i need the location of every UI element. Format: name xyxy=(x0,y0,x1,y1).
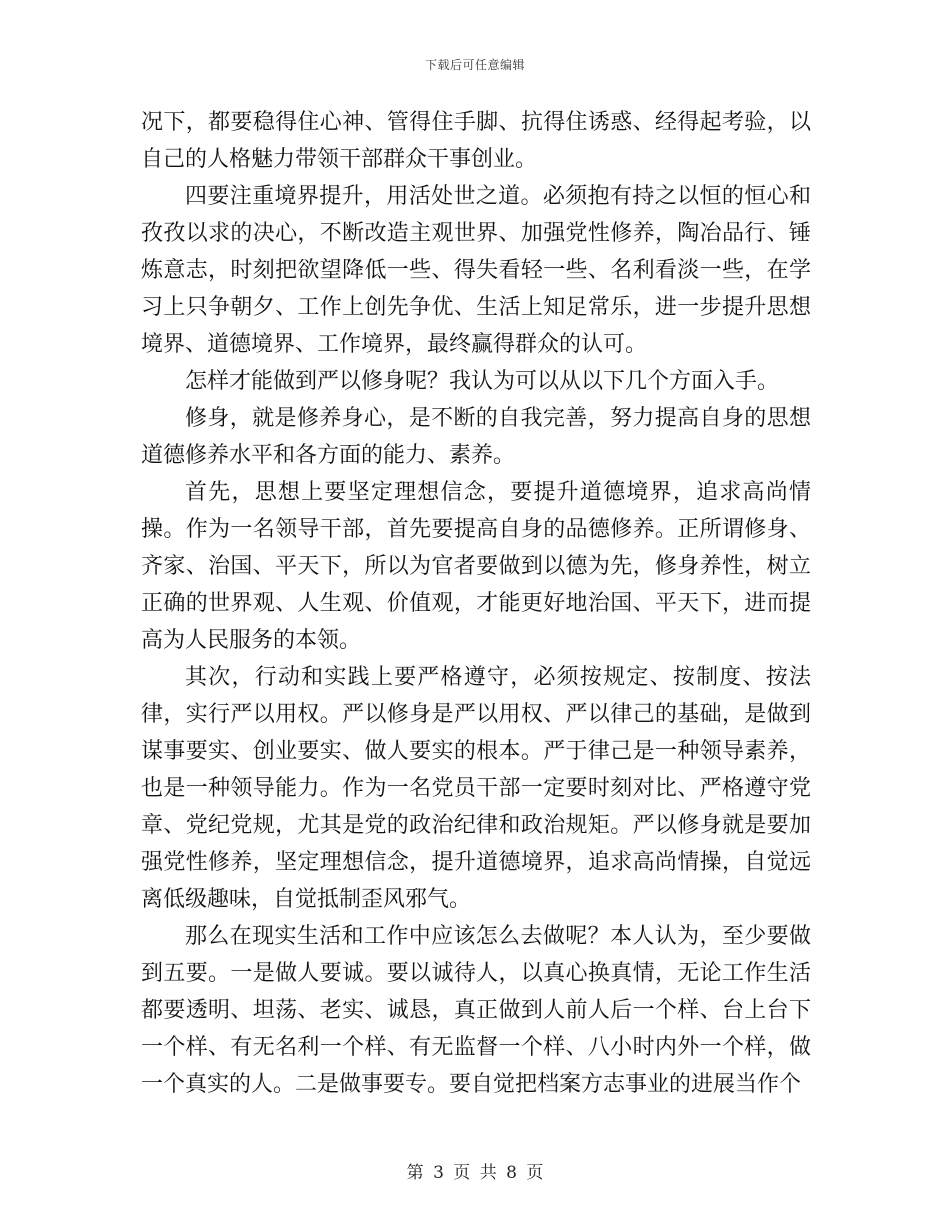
page-footer: 第 3 页 共 8 页 xyxy=(406,1163,544,1183)
paragraph-3: 怎样才能做到严以修身呢？我认为可以从以下几个方面入手。 xyxy=(185,369,780,394)
paragraph-5: 首先，思想上要坚定理想信念，要提升道德境界，追求高尚情操。作为一名领导干部，首先要提高自身的品德修养。正所谓修身、齐家、治国、平天下，所以为官者要做到以德为先，修身养性，树立正确的世界观、人生观、价值观，才能更好地治国、平天下，进而提高为人民服务的本领。 xyxy=(141,480,811,653)
paragraph-2: 四要注重境界提升，用活处世之道。必须抱有持之以恒的恒心和孜孜以求的决心，不断改造主观世界、加强党性修养，陶冶品行、锤炼意志，时刻把欲望降低一些、得失看轻一些、名利看淡一些，在学习上只争朝夕、工作上创先争优、生活上知足常乐，进一步提升思想境界、道德境界、工作境界，最终赢得群众的认可。 xyxy=(141,184,811,357)
paragraph-4: 修身，就是修养身心，是不断的自我完善，努力提高自身的思想道德修养水平和各方面的能力、素养。 xyxy=(141,406,811,468)
paragraph-7: 那么在现实生活和工作中应该怎么去做呢？本人认为，至少要做到五要。一是做人要诚。要以诚待人，以真心换真情，无论工作生活都要透明、坦荡、老实、诚恳，真正做到人前人后一个样、台上台下一个样、有无名利一个样、有无监督一个样、八小时内外一个样，做一个真实的人。二是做事要专。要自觉把档案方志事业的进展当作个 xyxy=(141,924,811,1097)
paragraph-6: 其次，行动和实践上要严格遵守，必须按规定、按制度、按法律，实行严以用权。严以修身是严以用权、严以律己的基础，是做到谋事要实、创业要实、做人要实的根本。严于律己是一种领导素养，也是一种领导能力。作为一名党员干部一定要时刻对比、严格遵守党章、党纪党规，尤其是党的政治纪律和政治规矩。严以修身就是要加强党性修养，坚定理想信念，提升道德境界，追求高尚情操，自觉远离低级趣味，自觉抵制歪风邪气。 xyxy=(141,665,811,912)
page-header: 下载后可任意编辑 xyxy=(424,58,525,72)
document-body xyxy=(141,104,811,1103)
paragraph-1: 况下，都要稳得住心神、管得住手脚、抗得住诱惑、经得起考验，以自己的人格魅力带领干部群众干事创业。 xyxy=(141,110,811,172)
